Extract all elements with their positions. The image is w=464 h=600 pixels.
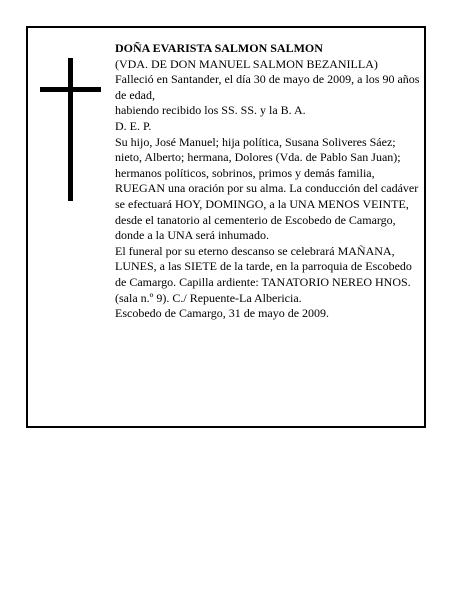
rip-line: D. E. P. bbox=[115, 118, 152, 133]
family-members: Su hijo, José Manuel; hija política, Susana Soliveres Sáez; nieto, Alberto; hermana, Dolores (Vda. de Pablo San Juan); hermanos políticos, sobrinos, primos y demás familia, bbox=[115, 134, 401, 180]
sacraments-line: habiendo recibido los SS. SS. y la B. A. bbox=[115, 103, 306, 118]
funeral-details: El funeral por su eterno descanso se celebrará MAÑANA, LUNES, a las SIETE de la tarde, en la parroquia de Escobedo de Camargo. Capilla ardiente: TANATORIO NEREO HNOS. (sala n.º 9). C./ Repuente-La Albericia. bbox=[115, 243, 412, 305]
deceased-name: DOÑA EVARISTA SALMON SALMON bbox=[115, 41, 323, 55]
cross-vertical-bar bbox=[68, 58, 73, 201]
death-details: Falleció en Santander, el día 30 de mayo de 2009, a los 90 años de edad, bbox=[115, 72, 420, 102]
place-date: Escobedo de Camargo, 31 de mayo de 2009. bbox=[115, 306, 330, 321]
obituary-notice bbox=[26, 26, 426, 428]
widow-of-line: (VDA. DE DON MANUEL SALMON BEZANILLA) bbox=[115, 56, 378, 71]
cross-horizontal-bar bbox=[40, 87, 101, 92]
obituary-text bbox=[115, 41, 421, 322]
prayer-request: RUEGAN una oración por su alma. La conducción del cadáver se efectuará HOY, DOMINGO, a la UNA MENOS VEINTE, desde el tanatorio al cementerio de Escobedo de Camargo, donde a la UNA será inhumado. bbox=[115, 181, 419, 243]
